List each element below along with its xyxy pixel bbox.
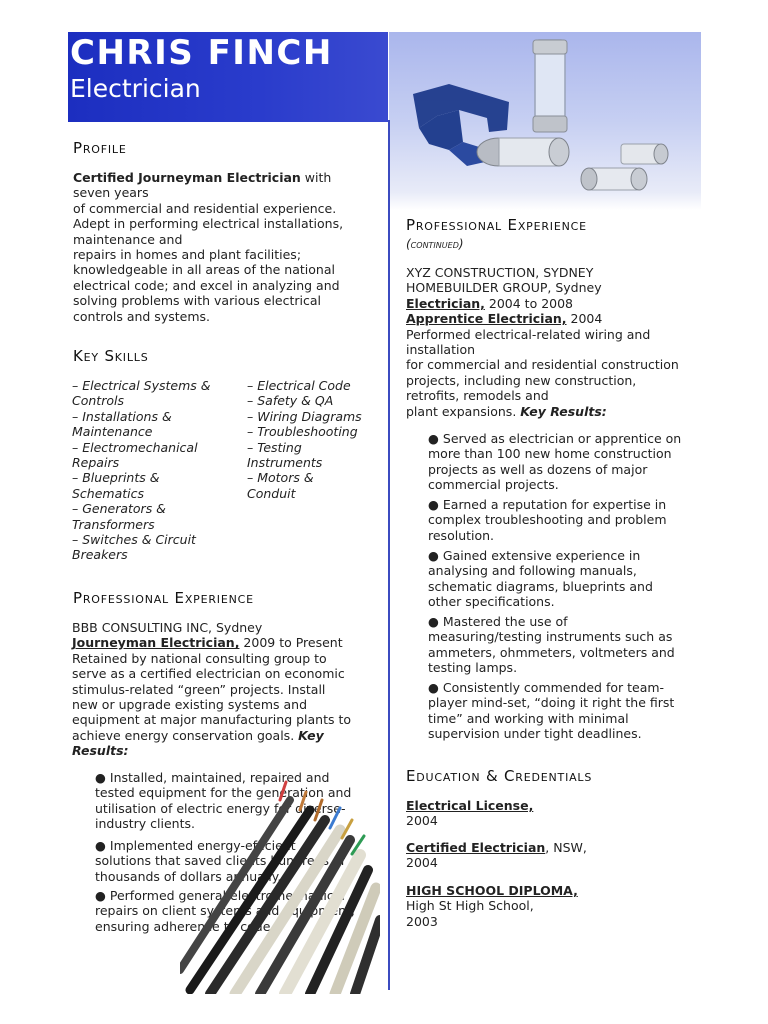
- credential-year: 2004: [406, 813, 438, 829]
- skill-item: – Motors &: [247, 470, 314, 486]
- job-role: Electrician,: [406, 295, 485, 311]
- credential-title: HIGH SCHOOL DIPLOMA,: [406, 883, 578, 898]
- job-desc-line: Retained by national consulting group to: [72, 650, 327, 666]
- job-dates: 2009 to Present: [239, 635, 343, 651]
- skill-item: Breakers: [72, 547, 128, 563]
- candidate-name: CHRIS FINCH: [70, 33, 333, 73]
- profile-line: of commercial and residential experience.: [73, 200, 337, 216]
- job-desc-line: installation: [406, 342, 476, 358]
- job-role-line: [406, 296, 679, 311]
- skill-item: – Generators &: [72, 501, 166, 517]
- bullet-line: ● Performed general electromechanical: [95, 888, 345, 903]
- bullet-line: analysing and following manuals,: [428, 563, 637, 579]
- job-desc-line: equipment at major manufacturing plants to: [72, 712, 352, 728]
- profile-heading: Profile: [73, 139, 127, 157]
- bullet-line: ● Consistently commended for team-: [428, 680, 665, 695]
- skill-item: – Safety & QA: [247, 393, 334, 409]
- continued-label: (continued): [406, 237, 464, 251]
- company-name: HOMEBUILDER GROUP, Sydney: [406, 280, 602, 296]
- profile-line: seven years: [73, 185, 149, 201]
- bullet-line: ● Gained extensive experience in: [428, 548, 641, 563]
- skills-right-column: [247, 378, 362, 501]
- key-skills-heading: Key Skills: [73, 347, 149, 365]
- job-desc-tail: plant expansions.: [406, 403, 521, 419]
- bullet-line: industry clients.: [95, 816, 195, 832]
- candidate-title: Electrician: [70, 74, 201, 103]
- job-desc-line: new or upgrade existing systems and: [72, 697, 308, 713]
- bullet-line: thousands of dollars annually.: [95, 868, 282, 884]
- job-desc-line: Performed electrical-related wiring and: [406, 326, 651, 342]
- bullet-line: ● Implemented energy-efficient: [95, 838, 296, 853]
- bullet-line: other specifications.: [428, 594, 555, 610]
- bullet-line: player mind-set, “doing it right the first: [428, 695, 675, 711]
- credential-title-line: [406, 840, 587, 855]
- credential-title-line: [406, 798, 533, 813]
- credential-year: 2003: [406, 913, 438, 929]
- skill-item: Instruments: [247, 455, 323, 471]
- profile-line: solving problems with various electrical: [73, 293, 322, 309]
- result-bullet: [428, 680, 674, 742]
- bullet-line: supervision under tight deadlines.: [428, 726, 642, 742]
- profile-highlight: Certified Journeyman Electrician: [73, 170, 301, 185]
- skill-item: Transformers: [72, 516, 155, 532]
- experience-left-text: [72, 620, 351, 759]
- credential-school: High St High School,: [406, 898, 534, 914]
- skill-item: – Electrical Systems &: [72, 378, 211, 393]
- skill-item: – Wiring Diagrams: [247, 408, 362, 424]
- skill-item: – Troubleshooting: [247, 424, 358, 440]
- job-role-line: [406, 311, 679, 326]
- result-bullet: [428, 431, 681, 493]
- bullet-line: repairs on client systems and equipment,: [95, 903, 355, 919]
- job-desc-line: [406, 404, 679, 419]
- profile-line-rest: with: [300, 170, 332, 185]
- column-divider: [388, 120, 390, 990]
- skills-left-column: [72, 378, 211, 563]
- bullet-line: ● Mastered the use of: [428, 614, 568, 629]
- job-desc-line: [72, 728, 351, 743]
- skill-item: Conduit: [247, 485, 296, 501]
- profile-line: repairs in homes and plant facilities;: [73, 247, 302, 263]
- skill-item: – Blueprints &: [72, 470, 160, 486]
- job-desc-line: serve as a certified electrician on economic: [72, 666, 345, 682]
- skill-item: Schematics: [72, 485, 145, 501]
- skill-item: Controls: [72, 393, 124, 409]
- profile-line: knowledgeable in all areas of the national: [73, 262, 335, 278]
- education-heading: Education & Credentials: [406, 767, 593, 785]
- bullet-line: ● Earned a reputation for expertise in: [428, 497, 667, 512]
- profile-line: controls and systems.: [73, 308, 210, 324]
- bullet-line: ammeters, ohmmeters, voltmeters and: [428, 644, 675, 660]
- experience-right-text: [406, 265, 679, 419]
- skill-item: Maintenance: [72, 424, 153, 440]
- bullet-line: ● Served as electrician or apprentice on: [428, 431, 682, 446]
- bullet-line: utilisation of electric energy for diverse-: [95, 800, 346, 816]
- bullet-line: more than 100 new home construction: [428, 446, 672, 462]
- bullet-line: resolution.: [428, 527, 495, 543]
- job-role: Apprentice Electrician,: [406, 311, 567, 327]
- key-results-label: Key Results:: [520, 403, 607, 419]
- result-bullet: [428, 614, 675, 676]
- skill-item: Repairs: [72, 455, 120, 471]
- education-item: [406, 840, 587, 871]
- profile-line: maintenance and: [73, 231, 183, 247]
- key-results-label: Key: [298, 727, 324, 743]
- education-item: [406, 798, 533, 829]
- profile-line: electrical code; and excel in analyzing and: [73, 277, 340, 293]
- bullet-line: schematic diagrams, blueprints and: [428, 578, 653, 594]
- credential-title: Electrical License,: [406, 798, 534, 813]
- bullet-line: tested equipment for the generation and: [95, 785, 352, 801]
- cables-photo: [180, 770, 380, 994]
- skill-item: – Switches & Circuit: [72, 532, 196, 548]
- bullet-line: ensuring adherence to code.: [95, 918, 275, 934]
- job-dates: 2004 to 2008: [484, 295, 574, 311]
- result-bullet: [428, 497, 667, 543]
- bullet-line: measuring/testing instruments such as: [428, 629, 673, 645]
- fuse-photo: [389, 32, 701, 210]
- job-desc-line: projects, including new construction,: [406, 372, 637, 388]
- result-bullet: [428, 548, 653, 610]
- credential-title-line: [406, 883, 578, 898]
- bullet-line: projects as well as dozens of major: [428, 461, 648, 477]
- skill-item: – Testing: [247, 439, 302, 455]
- company-name: BBB CONSULTING INC, Sydney: [72, 620, 263, 635]
- credential-year: 2004: [406, 855, 438, 871]
- profile-line: [73, 170, 343, 185]
- skill-item: – Installations &: [72, 408, 172, 424]
- credential-rest: , NSW,: [545, 840, 587, 855]
- experience-continued-heading: Professional Experience: [406, 216, 587, 234]
- skill-item: – Electrical Code: [247, 378, 351, 393]
- bullet-line: commercial projects.: [428, 477, 559, 493]
- job-desc-line: retrofits, remodels and: [406, 388, 549, 404]
- job-desc-tail: achieve energy conservation goals.: [72, 727, 299, 743]
- job-desc-line: stimulus-related “green” projects. Install: [72, 681, 326, 697]
- profile-text: [73, 170, 343, 324]
- job-desc-line: for commercial and residential construction: [406, 357, 679, 373]
- company-name: XYZ CONSTRUCTION, SYDNEY: [406, 265, 594, 280]
- credential-title: Certified Electrician: [406, 840, 546, 855]
- key-results-label: Results:: [72, 743, 129, 759]
- job-role: Journeyman Electrician,: [72, 635, 240, 651]
- experience-heading: Professional Experience: [73, 589, 254, 607]
- profile-line: Adept in performing electrical installations,: [73, 216, 344, 232]
- bullet-line: testing lamps.: [428, 660, 518, 676]
- bullet-line: solutions that saved clients hundreds of: [95, 853, 346, 869]
- bullet-line: ● Installed, maintained, repaired and: [95, 770, 330, 785]
- education-item: [406, 883, 578, 929]
- job-role-line: [72, 635, 351, 650]
- job-dates: 2004: [566, 311, 603, 327]
- skill-item: – Electromechanical: [72, 439, 198, 455]
- bullet-line: time” and working with minimal: [428, 710, 629, 726]
- bullet-line: complex troubleshooting and problem: [428, 512, 667, 528]
